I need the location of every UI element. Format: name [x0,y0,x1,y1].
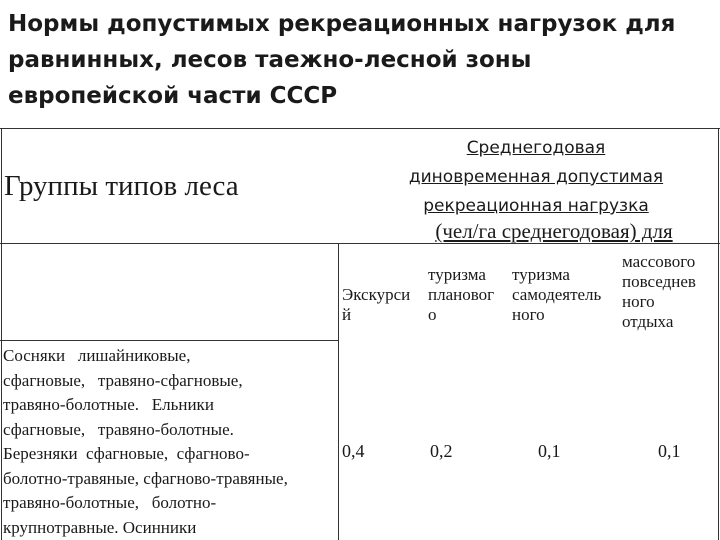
load-header-line-3: рекреационная нагрузка [423,196,649,216]
table-column-divider [338,243,339,540]
load-units-label: (чел/га среднегодовая) для [435,219,673,243]
page-title [8,6,708,114]
title-line-3: европейской части СССР [8,83,338,109]
load-header-line-1: Среднегодовая [466,138,606,158]
table-border-left [1,128,2,540]
subheader-mass-recreation: массового повседнев ного отдыха [622,252,696,331]
load-header-line-2: диновременная допустимая [408,167,664,187]
forest-group-cell: Сосняки лишайниковые, сфагновые, травяно-сфагновые, травяно-болотные. Ельники сфагновые, травяно-болотные. Березняки сфагновые, сфагново- болотно-травяные, сфагново-травяные, травяно-болотные, болотно- крупнотравные. Осинники [3,346,288,537]
title-line-1: Нормы допустимых рекреационных нагрузок для [8,11,676,37]
subheader-independent-tourism: туризма самодеятель ного [512,265,602,324]
subheader-planned-tourism: туризма плановог о [428,265,495,324]
value-planned-tourism: 0,2 [430,441,453,461]
subheader-excursions: Экскурси й [342,285,411,324]
value-independent-tourism: 0,1 [538,441,561,461]
groups-column-header: Группы типов леса [4,170,239,202]
table-subheader-divider [0,340,338,341]
load-column-header [372,134,700,221]
value-mass-recreation: 0,1 [658,441,681,461]
table-border-right [718,128,719,540]
table-border-top [0,128,720,129]
title-line-2: равнинных, лесов таежно-лесной зоны [8,47,532,73]
value-excursions: 0,4 [342,441,365,461]
